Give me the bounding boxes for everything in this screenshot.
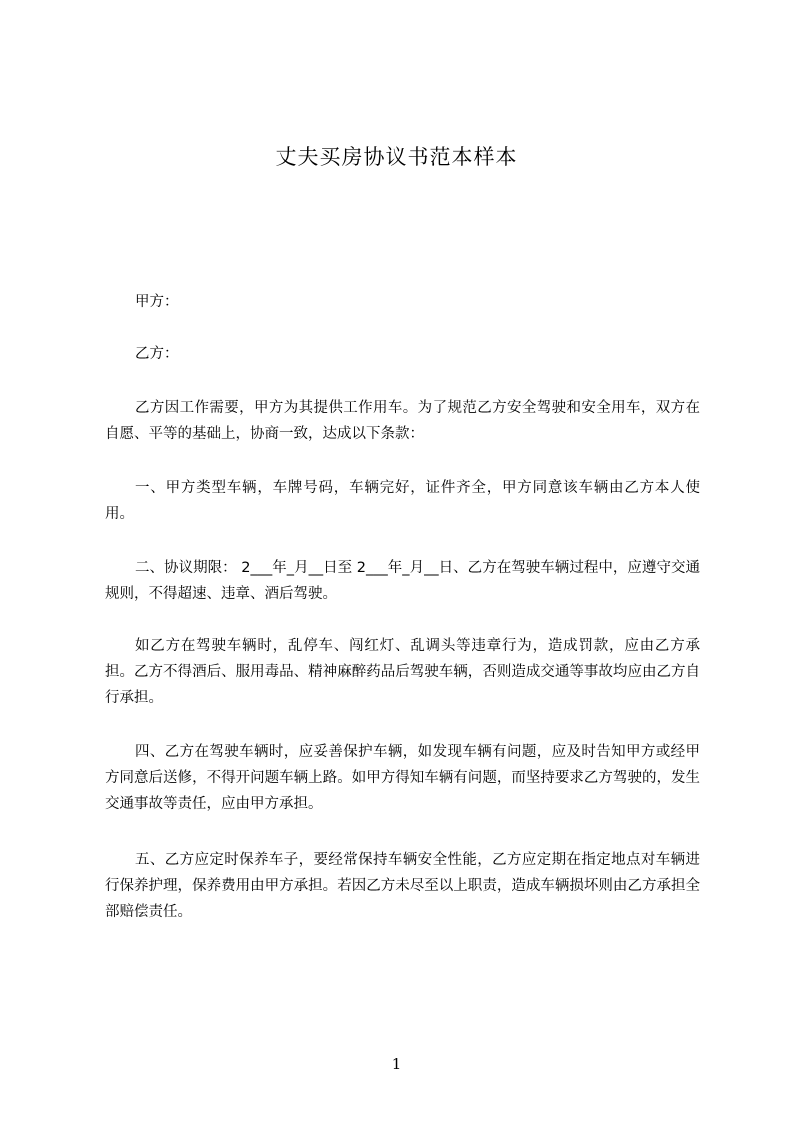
party-a-label: 甲方： — [135, 294, 179, 310]
paragraph-4-section — [105, 739, 700, 817]
page-number: 1 — [391, 1055, 402, 1073]
party-b-section — [105, 341, 700, 367]
paragraph-clause-4: 四、乙方在驾驶车辆时，应妥善保护车辆，如发现车辆有问题，应及时告知甲方或经甲方同意后送修，不得开问题车辆上路。如甲方得知车辆有问题，而坚持要求乙方驾驶的，发生交通事故等责任，应由甲方承担。 — [105, 744, 700, 812]
paragraph-intro: 乙方因工作需要，甲方为其提供工作用车。为了规范乙方安全驾驶和安全用车，双方在自愿、平等的基础上，协商一致，达成以下条款： — [105, 400, 700, 442]
paragraph-clause-3: 如乙方在驾驶车辆时，乱停车、闯红灯、乱调头等违章行为，造成罚款，应由乙方承担。乙方不得酒后、服用毒品、精神麻醉药品后驾驶车辆，否则造成交通等事故均应由乙方自行承担。 — [105, 638, 700, 706]
paragraph-2-section — [105, 555, 700, 607]
paragraph-5-section — [105, 847, 700, 925]
paragraph-clause-1: 一、甲方类型车辆，车牌号码，车辆完好，证件齐全，甲方同意该车辆由乙方本人使用。 — [105, 480, 700, 522]
paragraph-1-section — [105, 475, 700, 527]
paragraph-3-section — [105, 633, 700, 711]
document-title: 丈夫买房协议书范本样本 — [275, 145, 518, 169]
paragraph-intro-section — [105, 395, 700, 447]
paragraph-clause-5: 五、乙方应定时保养车子，要经常保持车辆安全性能，乙方应定期在指定地点对车辆进行保养护理，保养费用由甲方承担。若因乙方未尽至以上职责，造成车辆损坏则由乙方承担全部赔偿责任。 — [105, 852, 700, 920]
party-a-section — [105, 289, 700, 315]
party-b-label: 乙方： — [135, 346, 179, 362]
paragraph-clause-2: 二、协议期限： 2___年_月__日至 2___年_月__日、乙方在驾驶车辆过程中，应遵守交通规则，不得超速、违章、酒后驾驶。 — [105, 560, 700, 602]
